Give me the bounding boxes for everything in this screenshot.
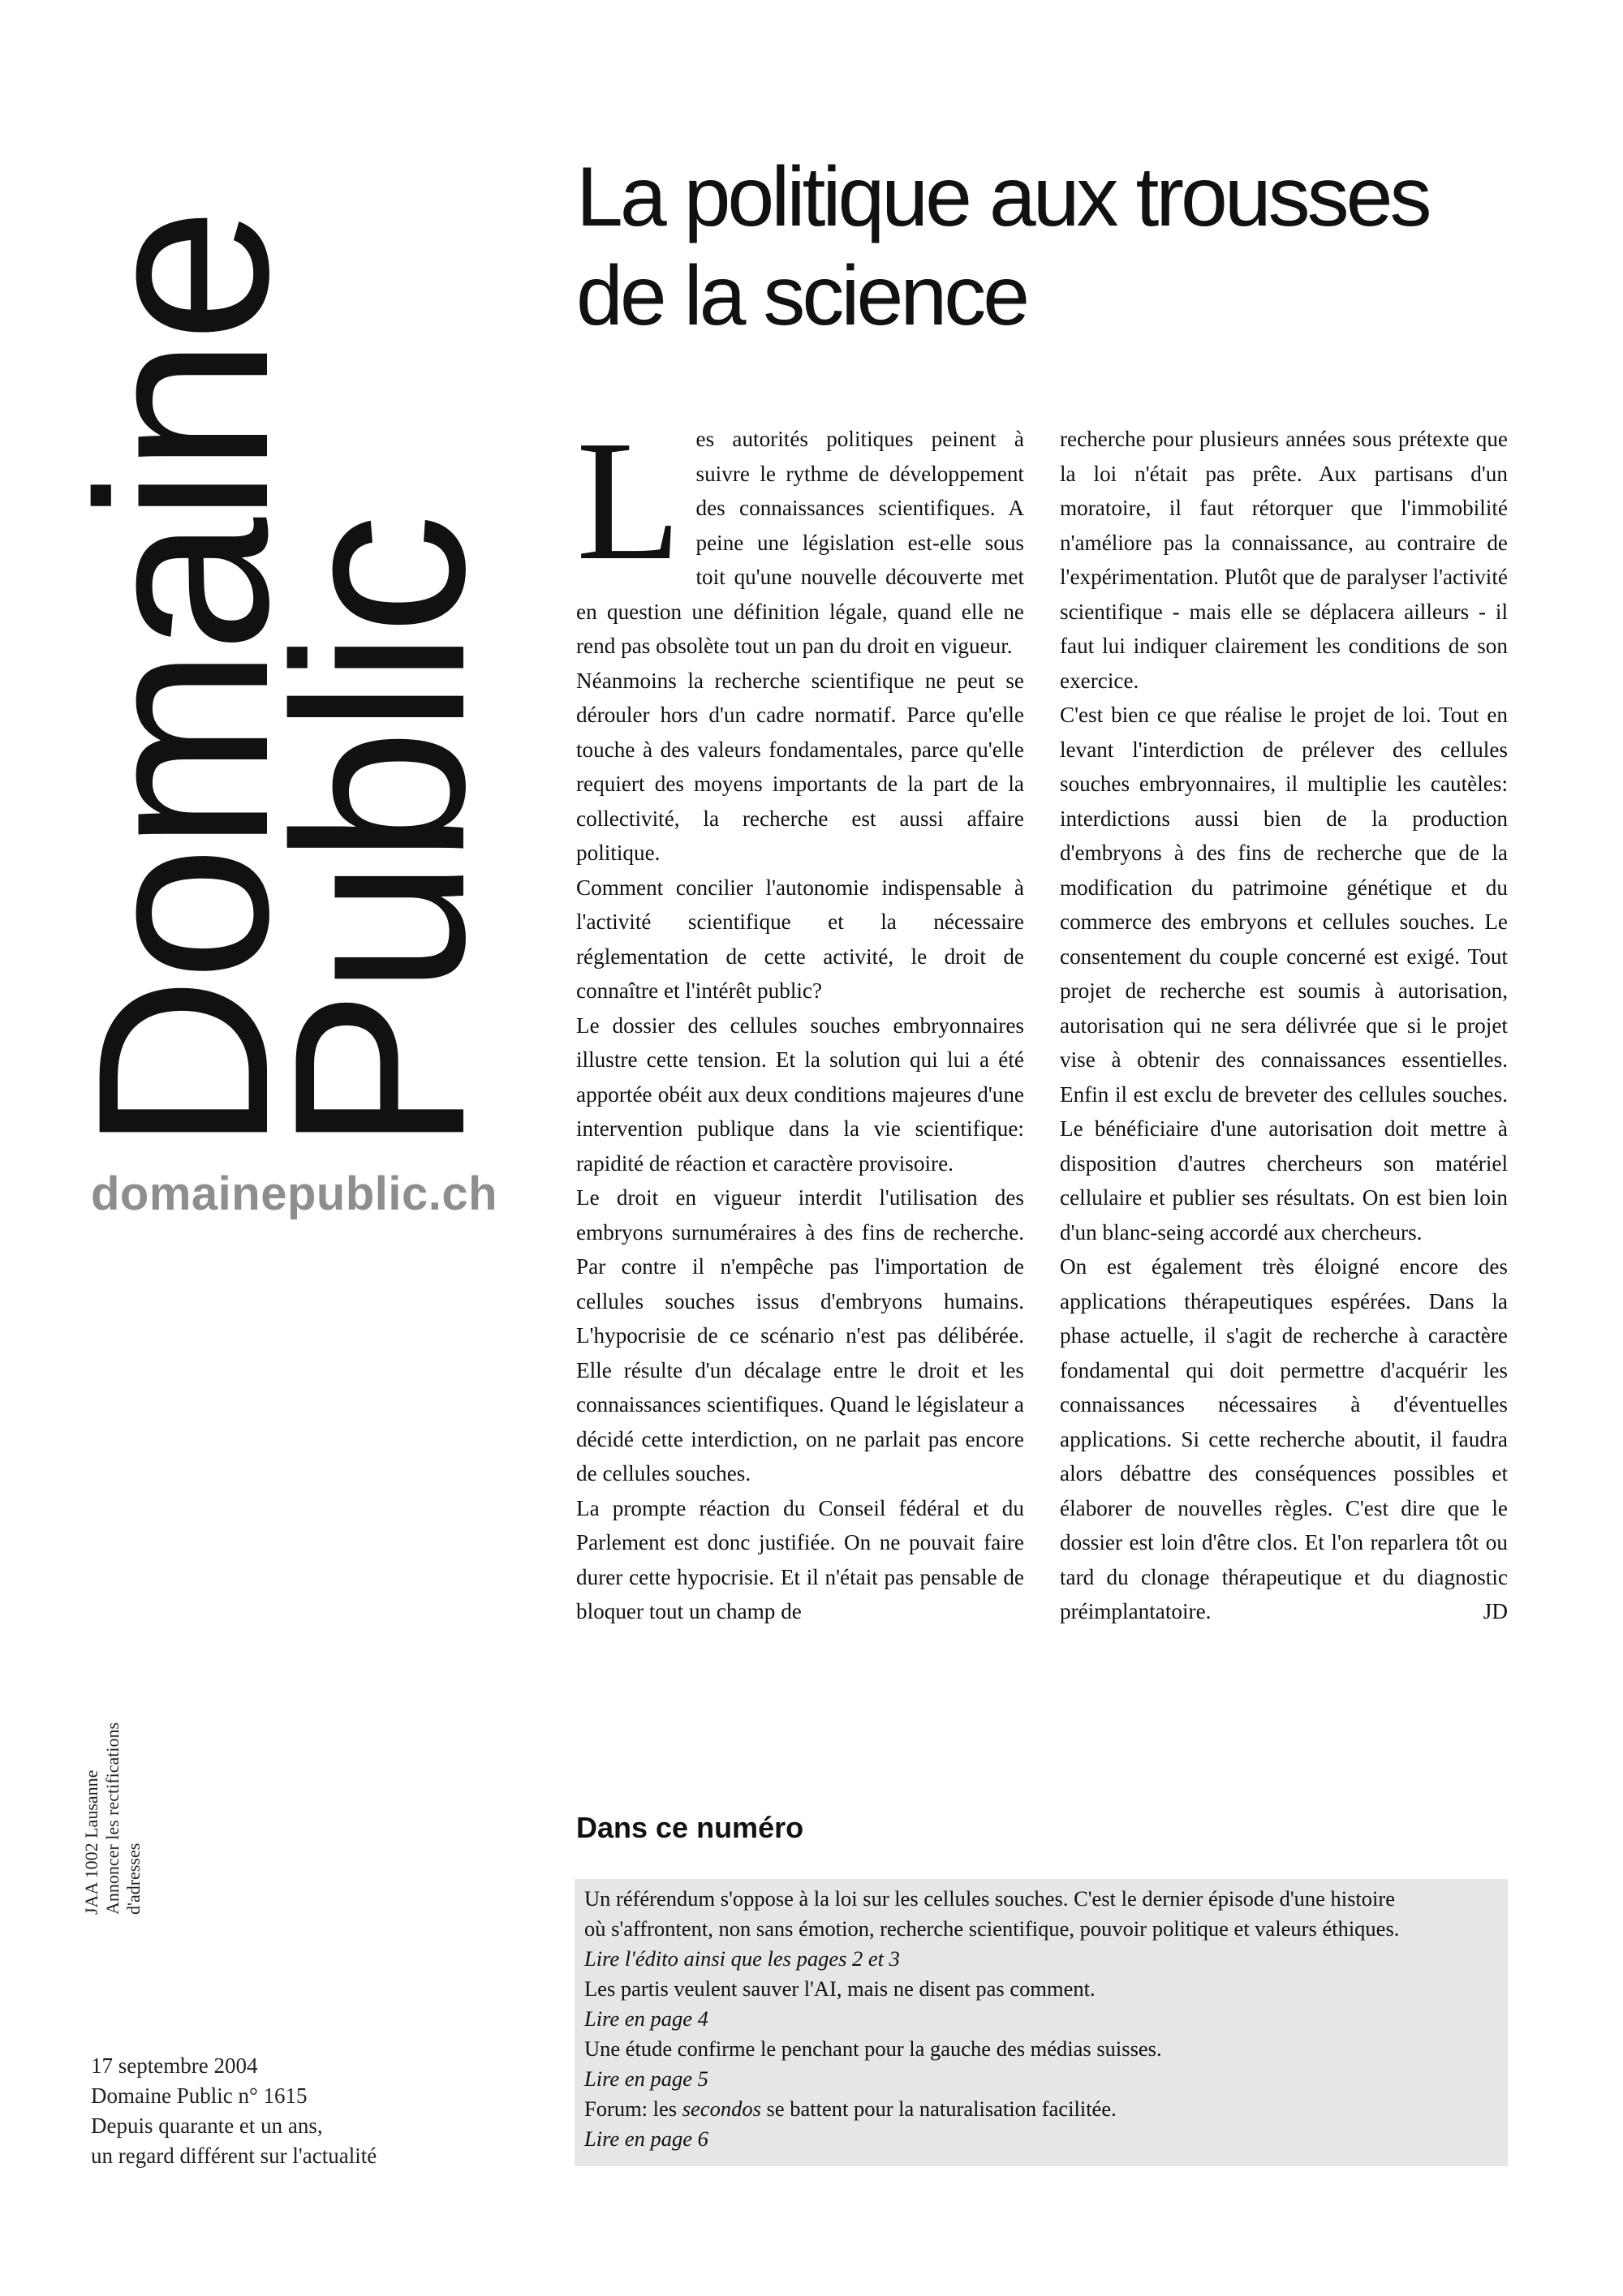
site-url[interactable]: domainepublic.ch — [91, 1167, 498, 1220]
toc-item-text: où s'affrontent, non sans émotion, recherche scientifique, pouvoir politique et valeurs éthiques. — [584, 1916, 1400, 1941]
drop-cap: L — [576, 405, 682, 595]
toc-item-text: Les partis veulent sauver l'AI, mais ne disent pas comment. — [584, 1976, 1096, 2001]
toc-item-text: Un référendum s'oppose à la loi sur les cellules souches. C'est le dernier épisode d'une histoire — [584, 1886, 1395, 1911]
author-signature: JD — [1483, 1599, 1508, 1623]
article-paragraph-last — [1060, 1249, 1508, 1629]
toc-box — [575, 1879, 1508, 2166]
toc-item-text: Une étude confirme le penchant pour la gauche des médias suisses. — [584, 2036, 1162, 2061]
postal-line: Annoncer les rectifications — [102, 1722, 123, 1915]
article-paragraph: es autorités politiques peinent à suivre le rythme de développement des connaissances scientifiques. A peine une législation est-elle sous toit qu'une nouvelle découverte met en question une définition légale, quand elle ne rend pas obsolète tout un pan du droit en vigueur. — [576, 427, 1024, 658]
issue-info — [91, 2051, 377, 2171]
toc-item-prefix: Forum: les — [584, 2096, 682, 2121]
toc-item-text — [584, 2094, 1498, 2124]
article-paragraph: C'est bien ce que réalise le projet de loi. Tout en levant l'interdiction de prélever des cellules souches embryonnaires, il multiplie les cautèles: interdictions aussi bien de la production d'embryons à des fins de recherche que de la modification du patrimoine génétique et du commerce des embryons et cellules souches. Le consentement du couple concerné est exigé. Tout projet de recherche est soumis à autorisation, autorisation qui ne sera délivrée que si le projet vise à obtenir des connaissances essentielles. Enfin il est exclu de breveter des cellules souches. Le bénéficiaire d'une autorisation doit mettre à disposition d'autres chercheurs son matériel cellulaire et publier ses résultats. On est bien loin d'un blanc-seing accordé aux chercheurs. — [1060, 703, 1508, 1245]
postal-info — [81, 1671, 203, 1915]
toc-item-suffix: se battent pour la naturalisation facilitée. — [760, 2096, 1117, 2121]
article-paragraph: recherche pour plusieurs années sous prétexte que la loi n'était pas prête. Aux partisans d'un moratoire, il faut rétorquer que l'immobilité n'améliore pas la connaissance, au contraire de l'expérimentation. Plutôt que de paralyser l'activité scientifique - mais elle se déplacera ailleurs - il faut lui indiquer clairement les conditions de son exercice. — [1060, 427, 1508, 693]
toc-item-emphasis: secondos — [682, 2096, 761, 2121]
article-title-line: de la science — [576, 249, 1027, 343]
article-paragraph: Le droit en vigueur interdit l'utilisation des embryons surnuméraires à des fins de recherche. Par contre il n'empêche pas l'importation de cellules souches issus d'embryons humains. L'hypocrisie de ce scénario n'est pas délibérée. Elle résulte d'un décalage entre le droit et les connaissances scientifiques. Quand le législateur a décidé cette interdiction, on ne parlait pas encore de cellules souches. — [576, 1185, 1024, 1486]
masthead-logo — [46, 130, 515, 1152]
toc-item-link[interactable]: Lire en page 6 — [584, 2126, 708, 2151]
article-paragraph: Comment concilier l'autonomie indispensable à l'activité scientifique et la nécessaire réglementation de cette activité, le droit de connaître et l'intérêt public? — [576, 875, 1024, 1003]
article-title — [576, 148, 1550, 346]
masthead-word-domaine: Domaine — [46, 212, 319, 1152]
article-column-right — [1060, 422, 1508, 1629]
article-paragraph: Néanmoins la recherche scientifique ne peut se dérouler hors d'un cadre normatif. Parce qu'elle touche à des valeurs fondamentales, parce qu'elle requiert des moyens importants de la part de la collectivité, la recherche est aussi affaire politique. — [576, 668, 1024, 865]
article-paragraph-text: On est également très éloigné encore des applications thérapeutiques espérées. Dans la phase actuelle, il s'agit de recherche à caractère fondamental qui doit permettre d'acquérir les connaissances nécessaires à d'éventuelles applications. Si cette recherche aboutit, il faudra alors débattre des conséquences possibles et élaborer de nouvelles règles. C'est dire que le dossier est loin d'être clos. Et l'on reparlera tôt ou tard du clonage thérapeutique et du diagnostic préimplantatoire. — [1060, 1254, 1508, 1623]
article-paragraph: Le dossier des cellules souches embryonnaires illustre cette tension. Et la solution qui lui a été apportée obéit aux deux conditions majeures d'une intervention publique dans la vie scientifique: rapidité de réaction et caractère provisoire. — [576, 1013, 1024, 1176]
toc-item-link[interactable]: Lire en page 4 — [584, 2006, 708, 2031]
issue-tagline: un regard différent sur l'actualité — [91, 2143, 377, 2168]
toc-item-link[interactable]: Lire en page 5 — [584, 2066, 708, 2091]
article-title-line: La politique aux trousses — [576, 150, 1429, 244]
issue-number: Domaine Public n° 1615 — [91, 2083, 308, 2108]
postal-line: d'adresses — [123, 1842, 144, 1915]
article-column-left — [576, 405, 1024, 1629]
issue-tagline: Depuis quarante et un ans, — [91, 2113, 323, 2138]
issue-date: 17 septembre 2004 — [91, 2053, 258, 2078]
toc-heading: Dans ce numéro — [576, 1811, 804, 1844]
postal-line: JAA 1002 Lausanne — [81, 1769, 101, 1915]
masthead-word-public: Public — [243, 518, 515, 1152]
toc-item-link[interactable]: Lire l'édito ainsi que les pages 2 et 3 — [584, 1946, 900, 1971]
article-paragraph: La prompte réaction du Conseil fédéral et du Parlement est donc justifiée. On ne pouvait faire durer cette hypocrisie. Et il n'était pas pensable de bloquer tout un champ de — [576, 1495, 1024, 1623]
